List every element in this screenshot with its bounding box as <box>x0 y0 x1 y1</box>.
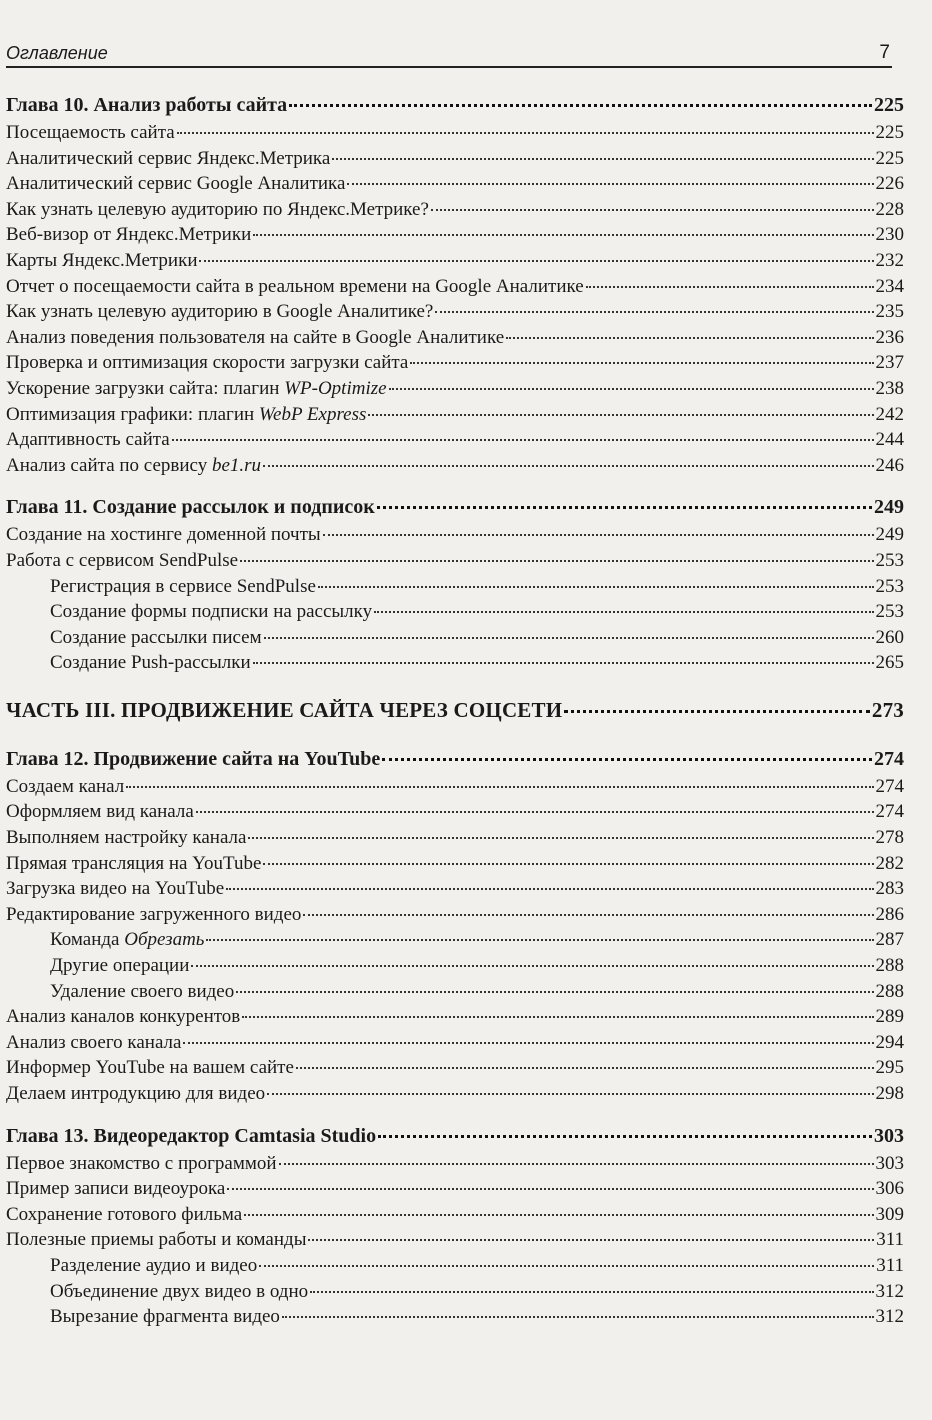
toc-section-entry[interactable] <box>6 522 904 548</box>
dot-leader <box>303 914 873 916</box>
toc-section-entry[interactable] <box>6 325 904 351</box>
dot-leader <box>248 837 873 839</box>
toc-entry-title-text: Создаем канал <box>6 775 125 797</box>
toc-entry-page: 225 <box>875 122 904 143</box>
toc-entry-title-text: Аналитический сервис Яндекс.Метрика <box>6 147 331 169</box>
toc-section-entry[interactable] <box>6 453 904 479</box>
toc-entry-title <box>50 1279 308 1305</box>
running-header <box>6 36 892 68</box>
toc-entry-title <box>50 574 316 600</box>
toc-entry-title <box>6 1202 242 1228</box>
toc-entry-title <box>50 1304 280 1330</box>
toc-section-entry[interactable] <box>6 299 904 325</box>
dot-leader <box>564 710 870 713</box>
dot-leader <box>196 811 874 813</box>
dot-leader <box>323 534 874 536</box>
toc-entry-title <box>6 120 175 146</box>
toc-entry-title <box>50 625 262 651</box>
dot-leader <box>240 560 873 562</box>
toc-section-entry[interactable] <box>6 774 904 800</box>
dot-leader <box>289 104 872 107</box>
toc-entry-title-text: Первое знакомство с программой <box>6 1152 277 1174</box>
toc-entry-page: 249 <box>874 496 904 519</box>
toc-entry-page: 237 <box>875 352 904 374</box>
toc-entry-title <box>6 453 261 479</box>
toc-entry-page: 288 <box>875 980 904 1002</box>
toc-chapter-heading[interactable] <box>6 492 904 522</box>
toc-entry-title <box>6 825 246 851</box>
toc-chapter-heading[interactable] <box>6 90 904 120</box>
dot-leader <box>377 506 872 509</box>
toc-entry-page: 311 <box>876 1254 904 1276</box>
toc-entry-page: 283 <box>875 878 904 900</box>
toc-entry-title <box>6 427 170 453</box>
toc-entry-title-text: Анализ сайта по сервису <box>6 454 212 476</box>
toc-entry-title <box>6 774 124 800</box>
toc-entry-title-text: Аналитический сервис Google Аналитика <box>6 173 346 195</box>
toc-entry-title-text: Регистрация в сервисе SendPulse <box>50 575 316 597</box>
dot-leader <box>410 362 873 364</box>
dot-leader <box>264 637 874 639</box>
dot-leader <box>389 388 874 390</box>
toc-entry-title-text: Оформляем вид канала <box>6 801 194 823</box>
toc-subsection-entry[interactable] <box>6 574 904 600</box>
toc-subsection-entry[interactable] <box>6 953 904 979</box>
toc-entry-title <box>6 171 345 197</box>
toc-section-entry[interactable] <box>6 1004 904 1030</box>
toc-entry-title-text: Работа с сервисом SendPulse <box>6 549 239 571</box>
dot-leader <box>435 311 873 313</box>
toc-chapter-heading[interactable] <box>6 1121 904 1151</box>
toc-section-entry[interactable] <box>6 274 904 300</box>
toc-entry-page: 273 <box>871 697 904 722</box>
toc-entry-page: 274 <box>874 747 904 770</box>
toc-entry-title <box>6 1081 265 1107</box>
toc-entry-page: 294 <box>875 1031 904 1053</box>
toc-entry-title <box>6 402 366 428</box>
toc-subsection-entry[interactable] <box>6 1279 904 1305</box>
toc-entry-title-text: Прямая трансляция на YouTube <box>6 852 262 874</box>
dot-leader <box>227 1188 873 1190</box>
toc-subsection-entry[interactable] <box>6 927 904 953</box>
toc-entry-page: 260 <box>875 626 904 648</box>
toc-entry-title-text: Создание на хостинге доменной почты <box>6 524 321 546</box>
toc-part-heading[interactable] <box>6 694 904 726</box>
toc-entry-title-text: Команда <box>50 929 125 951</box>
toc-entry-title <box>50 953 189 979</box>
toc-entry-title <box>50 599 372 625</box>
toc-subsection-entry[interactable] <box>6 625 904 651</box>
toc-subsection-entry[interactable] <box>6 650 904 676</box>
dot-leader <box>296 1067 874 1069</box>
dot-leader <box>226 888 873 890</box>
toc-entry-title <box>6 197 429 223</box>
toc-entry-title-text: Проверка и оптимизация скорости загрузки сайта <box>6 352 409 374</box>
toc-entry-page: 265 <box>875 652 904 674</box>
dot-leader <box>236 991 873 993</box>
dot-leader <box>206 939 873 941</box>
toc-section-entry[interactable] <box>6 876 904 902</box>
toc-entry-title <box>6 1055 294 1081</box>
toc-entry-page: 278 <box>875 827 904 849</box>
toc-entry-title <box>50 927 204 953</box>
toc-entry-title-text: Создание рассылки писем <box>50 626 262 648</box>
toc-entry-title <box>6 799 194 825</box>
toc-entry-page: 295 <box>875 1057 904 1079</box>
dot-leader <box>253 662 874 664</box>
toc-entry-page: 238 <box>875 377 904 399</box>
toc-entry-page: 309 <box>875 1203 904 1225</box>
toc-entry-title-text: Создание формы подписки на рассылку <box>50 601 373 623</box>
toc-entry-title-text: Пример записи видеоурока <box>6 1178 226 1200</box>
toc-section-entry[interactable] <box>6 222 904 248</box>
toc-entry-title-text: Веб-визор от Яндекс.Метрики <box>6 224 252 246</box>
dot-leader <box>267 1093 873 1095</box>
dot-leader <box>586 286 874 288</box>
toc-entry-title <box>6 522 321 548</box>
toc-section-entry[interactable] <box>6 1151 904 1177</box>
toc-entry-title-text: Как узнать целевую аудиторию по Яндекс.Метрике? <box>6 198 429 220</box>
page-number: 7 <box>879 42 890 63</box>
dot-leader <box>279 1163 874 1165</box>
toc-section-entry[interactable] <box>6 427 904 453</box>
toc-entry-page: 234 <box>875 275 904 297</box>
toc-subsection-entry[interactable] <box>6 599 904 625</box>
toc-entry-title-text: Другие операции <box>50 955 190 977</box>
toc-entry-title-text: Оптимизация графики: плагин <box>6 403 259 425</box>
toc-entry-title-text: Ускорение загрузки сайта: плагин <box>6 377 285 399</box>
toc-subsection-entry[interactable] <box>6 1304 904 1330</box>
toc-entry-title <box>6 146 330 172</box>
toc-entry-title <box>6 1004 240 1030</box>
toc-entry-title-text: Анализ своего канала <box>6 1031 182 1053</box>
toc-entry-title <box>50 1253 257 1279</box>
toc-entry-title <box>6 1151 277 1177</box>
toc-entry-page: 253 <box>875 549 904 571</box>
toc-entry-page: 242 <box>875 403 904 425</box>
toc-entry-title-text: Удаление своего видео <box>50 980 235 1002</box>
toc-entry-page: 312 <box>875 1306 904 1328</box>
toc-entry-title-text: Объединение двух видео в одно <box>50 1280 309 1302</box>
toc-entry-page: 235 <box>875 301 904 323</box>
toc-entry-title-italic: Обрезать <box>124 929 205 951</box>
dot-leader <box>378 1135 872 1138</box>
dot-leader <box>332 158 873 160</box>
toc-entry-title-text: Информер YouTube на вашем сайте <box>6 1057 294 1079</box>
dot-leader <box>374 611 873 613</box>
toc-entry-page: 287 <box>875 929 904 951</box>
toc-entry-title: Глава 12. Продвижение сайта на YouTube <box>6 747 381 770</box>
toc-entry-title <box>6 851 261 877</box>
running-header-section: Оглавление <box>6 43 108 63</box>
dot-leader <box>172 439 874 441</box>
toc-section-entry[interactable] <box>6 376 904 402</box>
toc-section-entry[interactable] <box>6 402 904 428</box>
toc-entry-page: 230 <box>875 224 904 246</box>
dot-leader <box>253 234 873 236</box>
toc-entry-page: 225 <box>874 94 904 116</box>
toc-entry-page: 249 <box>875 524 904 546</box>
toc-section-entry[interactable] <box>6 1176 904 1202</box>
toc-section-entry[interactable] <box>6 825 904 851</box>
toc-entry-page: 225 <box>875 147 904 169</box>
toc-entry-title <box>6 1030 181 1056</box>
dot-leader <box>431 209 874 211</box>
dot-leader <box>318 586 874 588</box>
toc-entry-title: Глава 10. Анализ работы сайта <box>6 94 288 116</box>
toc-entry-page: 226 <box>875 173 904 195</box>
toc-entry-title <box>6 902 301 928</box>
toc-entry-title <box>6 299 433 325</box>
dot-leader <box>310 1291 873 1293</box>
dot-leader <box>126 786 873 788</box>
toc-entry-title-text: Карты Яндекс.Метрики <box>6 249 198 271</box>
dot-leader <box>259 1265 874 1267</box>
toc-entry-title-text: Адаптивность сайта <box>6 429 170 451</box>
toc-entry-page: 253 <box>875 575 904 597</box>
toc-entry-page: 303 <box>875 1152 904 1174</box>
toc-section-entry[interactable] <box>6 197 904 223</box>
toc-entry-title <box>6 222 251 248</box>
toc-entry-title-text: Как узнать целевую аудиторию в Google Аналитике? <box>6 301 434 323</box>
toc-section-entry[interactable] <box>6 171 904 197</box>
dot-leader <box>177 132 874 134</box>
toc-entry-title <box>6 548 238 574</box>
toc-entry-title-italic: be1.ru <box>211 454 262 476</box>
toc-entry-title <box>50 979 234 1005</box>
toc-subsection-entry[interactable] <box>6 979 904 1005</box>
toc-entry-page: 289 <box>875 1006 904 1028</box>
toc-entry-page: 306 <box>875 1178 904 1200</box>
toc-section-entry[interactable] <box>6 1202 904 1228</box>
toc-section-entry[interactable] <box>6 902 904 928</box>
toc-entry-page: 311 <box>876 1229 904 1251</box>
toc-entry-title <box>6 325 504 351</box>
toc-entry-title <box>6 350 408 376</box>
toc-entry-title-text: Делаем интродукцию для видео <box>6 1083 266 1104</box>
toc-entry-page: 282 <box>875 852 904 874</box>
toc-section-entry[interactable] <box>6 799 904 825</box>
toc-section-entry[interactable] <box>6 248 904 274</box>
toc-entry-title-text: Анализ каналов конкурентов <box>6 1006 241 1028</box>
dot-leader <box>199 260 873 262</box>
toc-section-entry[interactable] <box>6 548 904 574</box>
toc-entry-title: ЧАСТЬ III. ПРОДВИЖЕНИЕ САЙТА ЧЕРЕЗ СОЦСЕТИ <box>6 697 563 722</box>
toc-entry-title-text: Анализ поведения пользователя на сайте в Google Аналитике <box>6 326 505 348</box>
dot-leader <box>347 183 873 185</box>
toc-chapter-heading[interactable] <box>6 744 904 774</box>
dot-leader <box>368 414 873 416</box>
toc-entry-page: 253 <box>875 601 904 623</box>
toc-entry-page: 228 <box>875 198 904 220</box>
toc-entry-page: 274 <box>875 775 904 797</box>
dot-leader <box>183 1042 873 1044</box>
toc-entry-title <box>6 1176 225 1202</box>
toc-entry-title-text: Сохранение готового фильма <box>6 1203 243 1225</box>
toc-entry-title-italic: WebP Express <box>258 403 367 425</box>
toc-entry-title <box>50 650 251 676</box>
toc-entry-title <box>6 876 224 902</box>
dot-leader <box>382 758 872 761</box>
toc-entry-title <box>6 248 197 274</box>
dot-leader <box>244 1214 873 1216</box>
toc-entry-page: 303 <box>874 1124 904 1147</box>
toc-entry-page: 246 <box>875 454 904 476</box>
dot-leader <box>308 1239 874 1241</box>
dot-leader <box>282 1316 874 1318</box>
dot-leader <box>263 863 873 865</box>
toc-entry-title <box>6 1227 306 1253</box>
toc-entry-title <box>6 274 584 300</box>
toc-entry-title-text: Разделение аудио и видео <box>50 1254 258 1276</box>
toc-entry-page: 298 <box>875 1083 904 1104</box>
toc-entry-page: 244 <box>875 429 904 451</box>
toc-section-entry[interactable] <box>6 146 904 172</box>
toc-entry-title-text: Отчет о посещаемости сайта в реальном времени на Google Аналитике <box>6 275 584 297</box>
toc-entry-title-text: Редактирование загруженного видео <box>6 903 302 925</box>
toc-section-entry[interactable] <box>6 350 904 376</box>
dot-leader <box>242 1016 873 1018</box>
toc-entry-page: 232 <box>875 249 904 271</box>
toc-entry-title-text: Полезные приемы работы и команды <box>6 1229 307 1251</box>
dot-leader <box>263 465 873 467</box>
toc-entry-title-text: Загрузка видео на YouTube <box>6 878 225 900</box>
dot-leader <box>506 337 873 339</box>
toc-section-entry[interactable] <box>6 1030 904 1056</box>
dot-leader <box>191 965 873 967</box>
toc-entry-page: 312 <box>875 1280 904 1302</box>
toc-entry-title-text: Посещаемость сайта <box>6 122 175 143</box>
toc-section-entry[interactable] <box>6 1081 904 1107</box>
toc-entry-title: Глава 11. Создание рассылок и подписок <box>6 496 375 519</box>
toc-entry-title: Глава 13. Видеоредактор Camtasia Studio <box>6 1124 377 1147</box>
toc-section-entry[interactable] <box>6 1055 904 1081</box>
toc-section-entry[interactable] <box>6 851 904 877</box>
toc-entry-title-italic: WP-Optimize <box>284 377 387 399</box>
toc-entry-page: 288 <box>875 955 904 977</box>
toc-entry-page: 236 <box>875 326 904 348</box>
toc-section-entry[interactable] <box>6 120 904 146</box>
toc-entry-page: 286 <box>875 903 904 925</box>
toc-entry-title-text: Создание Push-рассылки <box>50 652 251 674</box>
toc-subsection-entry[interactable] <box>6 1253 904 1279</box>
toc-entry-title-text: Вырезание фрагмента видео <box>50 1306 280 1328</box>
toc-entry-page: 274 <box>875 801 904 823</box>
table-of-contents <box>6 90 904 1330</box>
toc-section-entry[interactable] <box>6 1227 904 1253</box>
toc-entry-title-text: Выполняем настройку канала <box>6 827 247 849</box>
toc-entry-title <box>6 376 387 402</box>
